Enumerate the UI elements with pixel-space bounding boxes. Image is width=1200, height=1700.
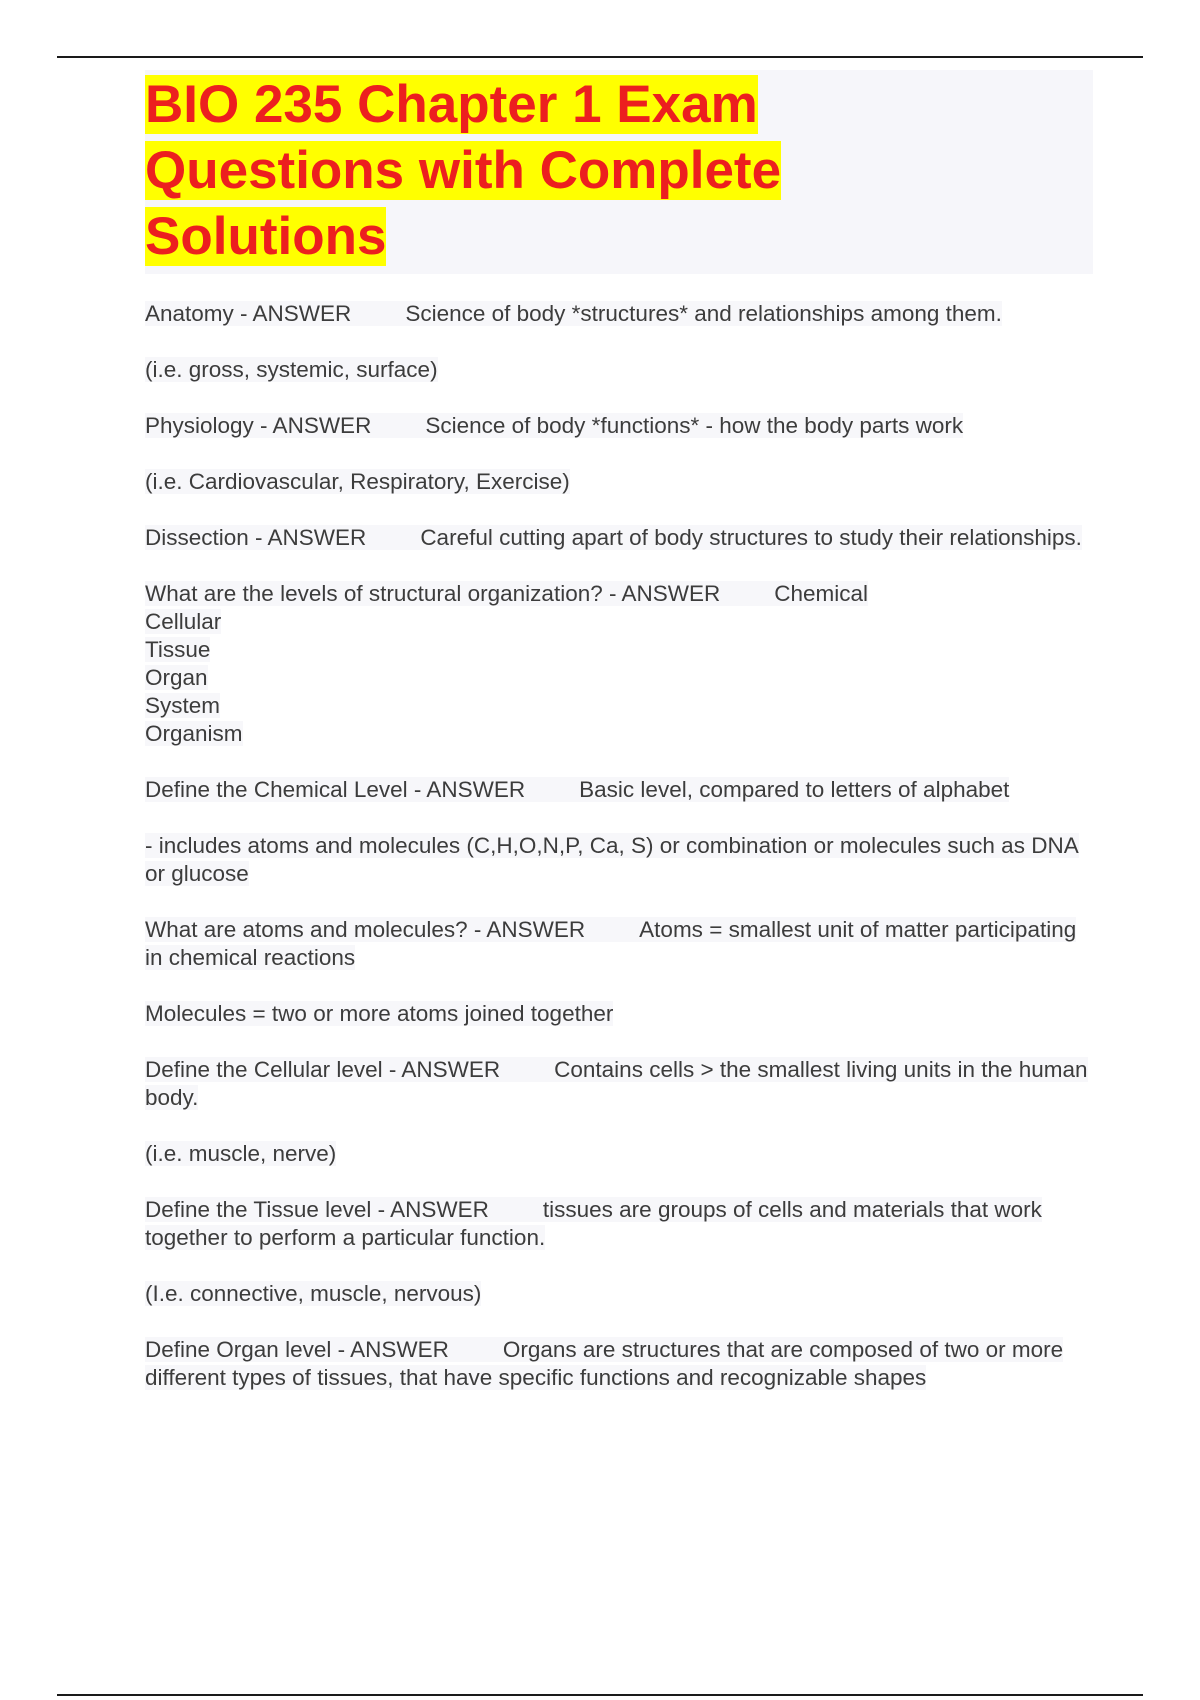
entry-note: (I.e. connective, muscle, nervous) bbox=[145, 1281, 482, 1306]
entry-question: Define the Chemical Level - ANSWER bbox=[145, 777, 526, 802]
entry-question: Anatomy - ANSWER bbox=[145, 301, 352, 326]
entry-question: Define Organ level - ANSWER bbox=[145, 1337, 449, 1362]
document-title bbox=[145, 72, 845, 270]
title-block bbox=[145, 70, 1093, 274]
note-entry bbox=[145, 1140, 1093, 1168]
entry-answer: Contains cells > the smallest living units in the human body. bbox=[145, 1057, 1088, 1110]
entry-note: (i.e. Cardiovascular, Respiratory, Exercise) bbox=[145, 469, 570, 494]
entry-answer: Science of body *structures* and relationships among them. bbox=[405, 301, 1002, 326]
entry-answer: Organs are structures that are composed of two or more different types of tissues, that have specific functions and recognizable shapes bbox=[145, 1337, 1064, 1390]
qa-entry bbox=[145, 1056, 1093, 1112]
entry-note: - includes atoms and molecules (C,H,O,N,P, Ca, S) or combination or molecules such as DNA or glucose bbox=[145, 833, 1079, 886]
qa-entry bbox=[145, 300, 1093, 328]
bottom-rule bbox=[57, 1694, 1143, 1696]
qa-entry bbox=[145, 1336, 1093, 1392]
note-entry bbox=[145, 1000, 1093, 1028]
document-body bbox=[145, 70, 1093, 1420]
note-entry bbox=[145, 356, 1093, 384]
note-entry bbox=[145, 832, 1093, 888]
top-rule bbox=[57, 56, 1143, 58]
entry-note: Molecules = two or more atoms joined together bbox=[145, 1001, 614, 1026]
entry-note: (i.e. gross, systemic, surface) bbox=[145, 357, 438, 382]
entry-question: Define the Cellular level - ANSWER bbox=[145, 1057, 501, 1082]
qa-entry bbox=[145, 916, 1093, 972]
entry-question: Dissection - ANSWER bbox=[145, 525, 367, 550]
entry-question: What are atoms and molecules? - ANSWER bbox=[145, 917, 586, 942]
qa-entry bbox=[145, 580, 1093, 748]
entry-answer: Atoms = smallest unit of matter participating in chemical reactions bbox=[145, 917, 1077, 970]
entry-note: (i.e. muscle, nerve) bbox=[145, 1141, 337, 1166]
qa-entry bbox=[145, 776, 1093, 804]
qa-entry bbox=[145, 524, 1093, 552]
qa-entry bbox=[145, 1196, 1093, 1252]
entry-question: Physiology - ANSWER bbox=[145, 413, 372, 438]
entry-question: Define the Tissue level - ANSWER bbox=[145, 1197, 489, 1222]
entry-answer: Careful cutting apart of body structures to study their relationships. bbox=[420, 525, 1082, 550]
document-title-text: BIO 235 Chapter 1 Exam Questions with Complete Solutions bbox=[145, 75, 782, 266]
qa-entry bbox=[145, 412, 1093, 440]
entry-answer: Chemical Cellular Tissue Organ System Organism bbox=[145, 581, 869, 746]
entry-answer: Science of body *functions* - how the body parts work bbox=[425, 413, 964, 438]
note-entry bbox=[145, 468, 1093, 496]
entry-answer: tissues are groups of cells and materials that work together to perform a particular function. bbox=[145, 1197, 1042, 1250]
entry-answer: Basic level, compared to letters of alphabet bbox=[579, 777, 1010, 802]
entry-question: What are the levels of structural organization? - ANSWER bbox=[145, 581, 721, 606]
note-entry bbox=[145, 1280, 1093, 1308]
